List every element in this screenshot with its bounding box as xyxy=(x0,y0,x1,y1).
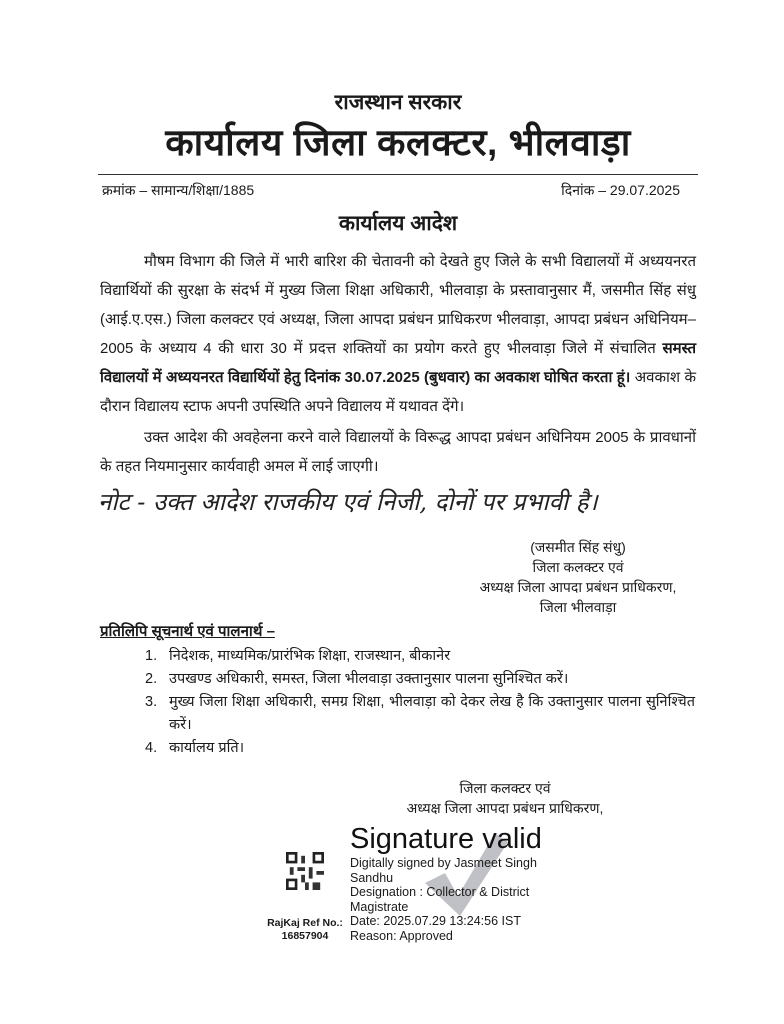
copy-list xyxy=(145,645,695,760)
item-text: कार्यालय प्रति। xyxy=(169,740,245,756)
order-paragraph-1 xyxy=(100,247,696,421)
reference-row xyxy=(98,181,698,199)
digital-signature-details xyxy=(350,856,550,943)
item-text: मुख्य जिला शिक्षा अधिकारी, समग्र शिक्षा, भीलवाड़ा को देकर लेख है कि उक्तानुसार पालना सुनिश्चित करें। xyxy=(169,694,695,733)
signatory-line: जिला कलक्टर एवं xyxy=(459,780,551,796)
item-number: 1. xyxy=(145,648,158,664)
item-number: 2. xyxy=(145,671,158,687)
digital-signature-block xyxy=(350,778,620,943)
rajkaj-reference xyxy=(267,917,343,943)
signatory-block xyxy=(468,537,688,617)
copy-item xyxy=(145,691,695,737)
reference-number: क्रमांक – सामान्य/शिक्षा/1885 xyxy=(102,182,255,198)
copy-item xyxy=(145,668,695,691)
qr-block xyxy=(250,851,360,943)
item-text: उपखण्ड अधिकारी, समस्त, जिला भीलवाड़ा उक्तानुसार पालना सुनिश्चित करें। xyxy=(169,671,569,687)
order-paragraph-2: उक्त आदेश की अवहेलना करने वाले विद्यालयों के विरूद्ध आपदा प्रबंधन अधिनियम 2005 के प्रावधानों के तहत नियमानुसार कार्यवाही अमल में लाई जाएगी। xyxy=(100,429,696,475)
signature-date: Date: 2025.07.29 13:24:56 IST xyxy=(350,914,521,928)
signatory-name: (जसमीत सिंह संधु) xyxy=(530,539,626,555)
paragraph-bold-text: समस्त विद्यालयों में अध्ययनरत विद्यार्थियों हेतु दिनांक 30.07.2025 (बुधवार) का अवकाश घोषित करता हूं। xyxy=(100,340,696,386)
item-text: निदेशक, माध्यमिक/प्रारंभिक शिक्षा, राजस्थान, बीकानेर xyxy=(169,648,451,664)
handwritten-note: नोट - उक्त आदेश राजकीय एवं निजी, दोनों पर प्रभावी है। xyxy=(98,488,598,516)
signed-by: Digitally signed by Jasmeet Singh Sandhu xyxy=(350,856,537,885)
signatory-line: अध्यक्ष जिला आपदा प्रबंधन प्राधिकरण, xyxy=(406,800,604,816)
government-name: राजस्थान सरकार xyxy=(334,91,462,114)
signatory-line: अध्यक्ष जिला आपदा प्रबंधन प्राधिकरण, xyxy=(479,579,677,595)
signatory-line: जिला कलक्टर एवं xyxy=(532,559,624,575)
signature-section xyxy=(0,778,784,943)
signatory-line: जिला भीलवाड़ा xyxy=(539,599,617,615)
paragraph-text: अवकाश के दौरान विद्यालय स्टाफ अपनी उपस्थिति अपने विद्यालय में यथावत देंगे। xyxy=(100,369,696,415)
copy-heading: प्रतिलिपि सूचनार्थ एवं पालनार्थ – xyxy=(100,623,275,640)
copy-item xyxy=(145,737,695,760)
rajkaj-number: 16857904 xyxy=(281,930,329,942)
order-date: दिनांक – 29.07.2025 xyxy=(561,182,680,198)
paragraph-text: मौषम विभाग की जिले में भारी बारिश की चेतावनी को देखते हुए जिले के सभी विद्यालयों में अध्ययनरत विद्यार्थियों की सुरक्षा के संदर्भ में मुख्य जिला शिक्षा अधिकारी, भीलवाड़ा के प्रस्तावानुसार मैं, जसमीत सिंह संधु (आई.ए.एस.) जिला कलक्टर एवं अध्यक्ष, जिला आपदा प्रबंधन प्राधिकरण भीलवाड़ा, आपदा प्रबंधन अधिनियम–2005 के अध्याय 4 की धारा 30 में प्रदत्त शक्तियों का प्रयोग करते हुए भीलवाड़ा जिले में संचालित xyxy=(100,253,696,357)
footer-signatory xyxy=(390,778,620,818)
copy-item xyxy=(145,645,695,668)
header-divider xyxy=(98,174,698,175)
document-page xyxy=(98,0,698,760)
item-number: 4. xyxy=(145,740,158,756)
office-title: कार्यालय जिला कलक्टर, भीलवाड़ा xyxy=(165,122,631,163)
designation: Designation : Collector & District Magistrate xyxy=(350,885,530,914)
signature-status: Signature valid xyxy=(350,823,542,855)
signature-reason: Reason: Approved xyxy=(350,928,453,943)
qr-code xyxy=(286,851,324,891)
order-heading: कार्यालय आदेश xyxy=(338,212,458,235)
item-number: 3. xyxy=(145,694,158,710)
rajkaj-label: RajKaj Ref No.: xyxy=(267,917,343,929)
